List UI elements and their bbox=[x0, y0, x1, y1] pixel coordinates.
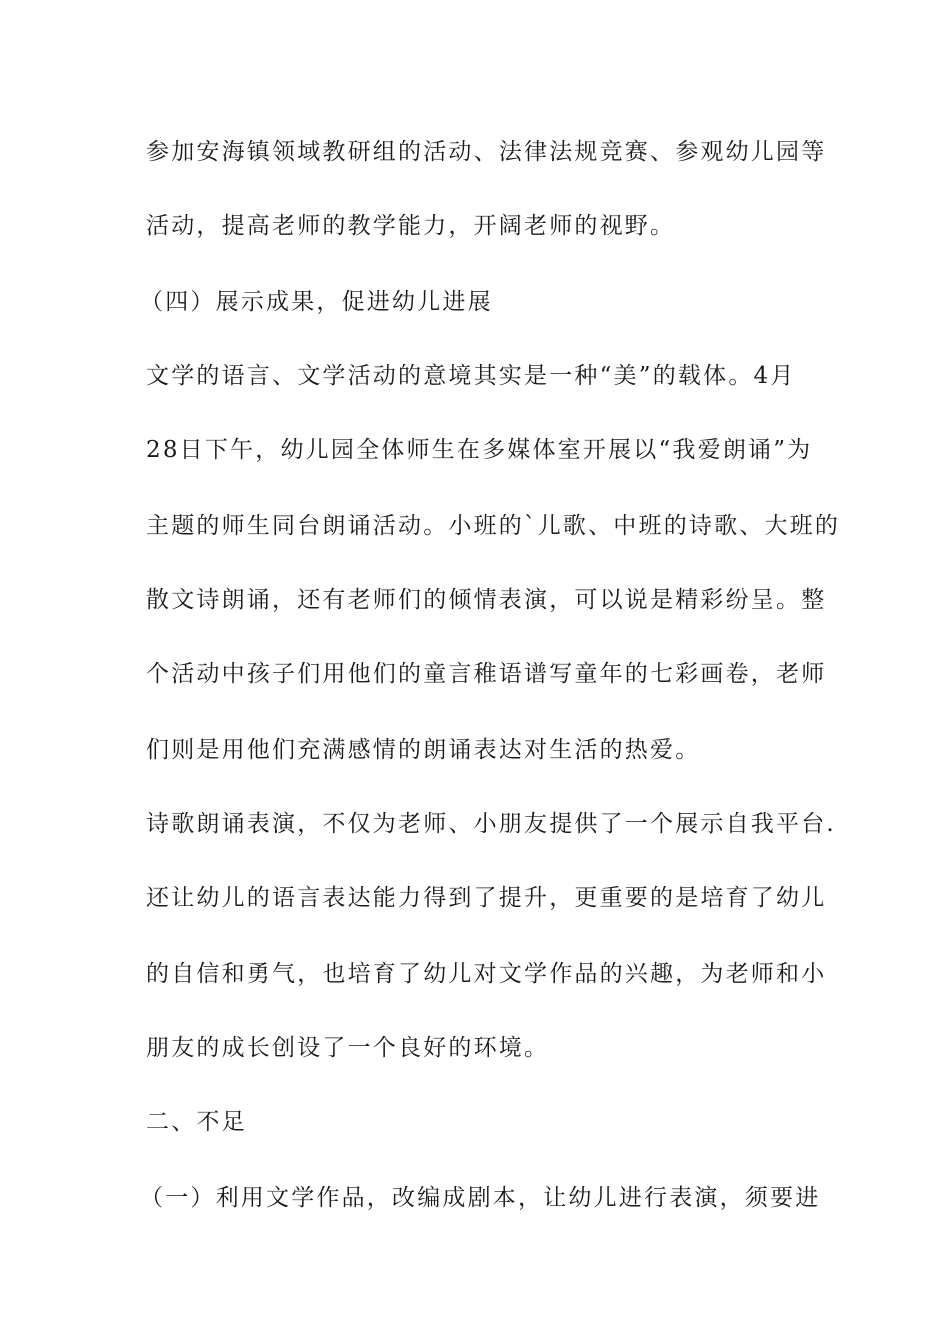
text-line: 还让幼儿的语言表达能力得到了提升，更重要的是培育了幼儿 bbox=[146, 885, 827, 911]
text-line: 28日下午，幼儿园全体师生在多媒体室开展以“我爱朗诵”为 bbox=[146, 437, 813, 463]
text-line: 朋友的成长创设了一个良好的环境。 bbox=[146, 1035, 550, 1061]
text-line: 主题的师生同台朗诵活动。小班的`儿歌、中班的诗歌、大班的 bbox=[146, 513, 841, 539]
text-line: 的自信和勇气，也培育了幼儿对文学作品的兴趣，为老师和小 bbox=[146, 961, 827, 987]
text-line: 文学的语言、文学活动的意境其实是一种“美”的载体。4月 bbox=[146, 363, 796, 389]
text-line: 个活动中孩子们用他们的童言稚语谱写童年的七彩画卷，老师 bbox=[146, 661, 827, 687]
section-heading: 二、不足 bbox=[146, 1109, 247, 1135]
text-line: 散文诗朗诵，还有老师们的倾情表演，可以说是精彩纷呈。整 bbox=[146, 587, 827, 613]
text-line: 诗歌朗诵表演，不仅为老师、小朋友提供了一个展示自我平台. bbox=[146, 811, 836, 837]
text-line: 们则是用他们充满感情的朗诵表达对生活的热爱。 bbox=[146, 737, 701, 763]
section-heading: （四）展示成果，促进幼儿进展 bbox=[140, 289, 493, 315]
subsection-heading: （一）利用文学作品，改编成剧本，让幼儿进行表演，须要进 bbox=[140, 1185, 821, 1211]
text-line: 参加安海镇领域教研组的活动、法律法规竞赛、参观幼儿园等 bbox=[146, 139, 827, 165]
text-line: 活动，提高老师的教学能力，开阔老师的视野。 bbox=[146, 213, 676, 239]
